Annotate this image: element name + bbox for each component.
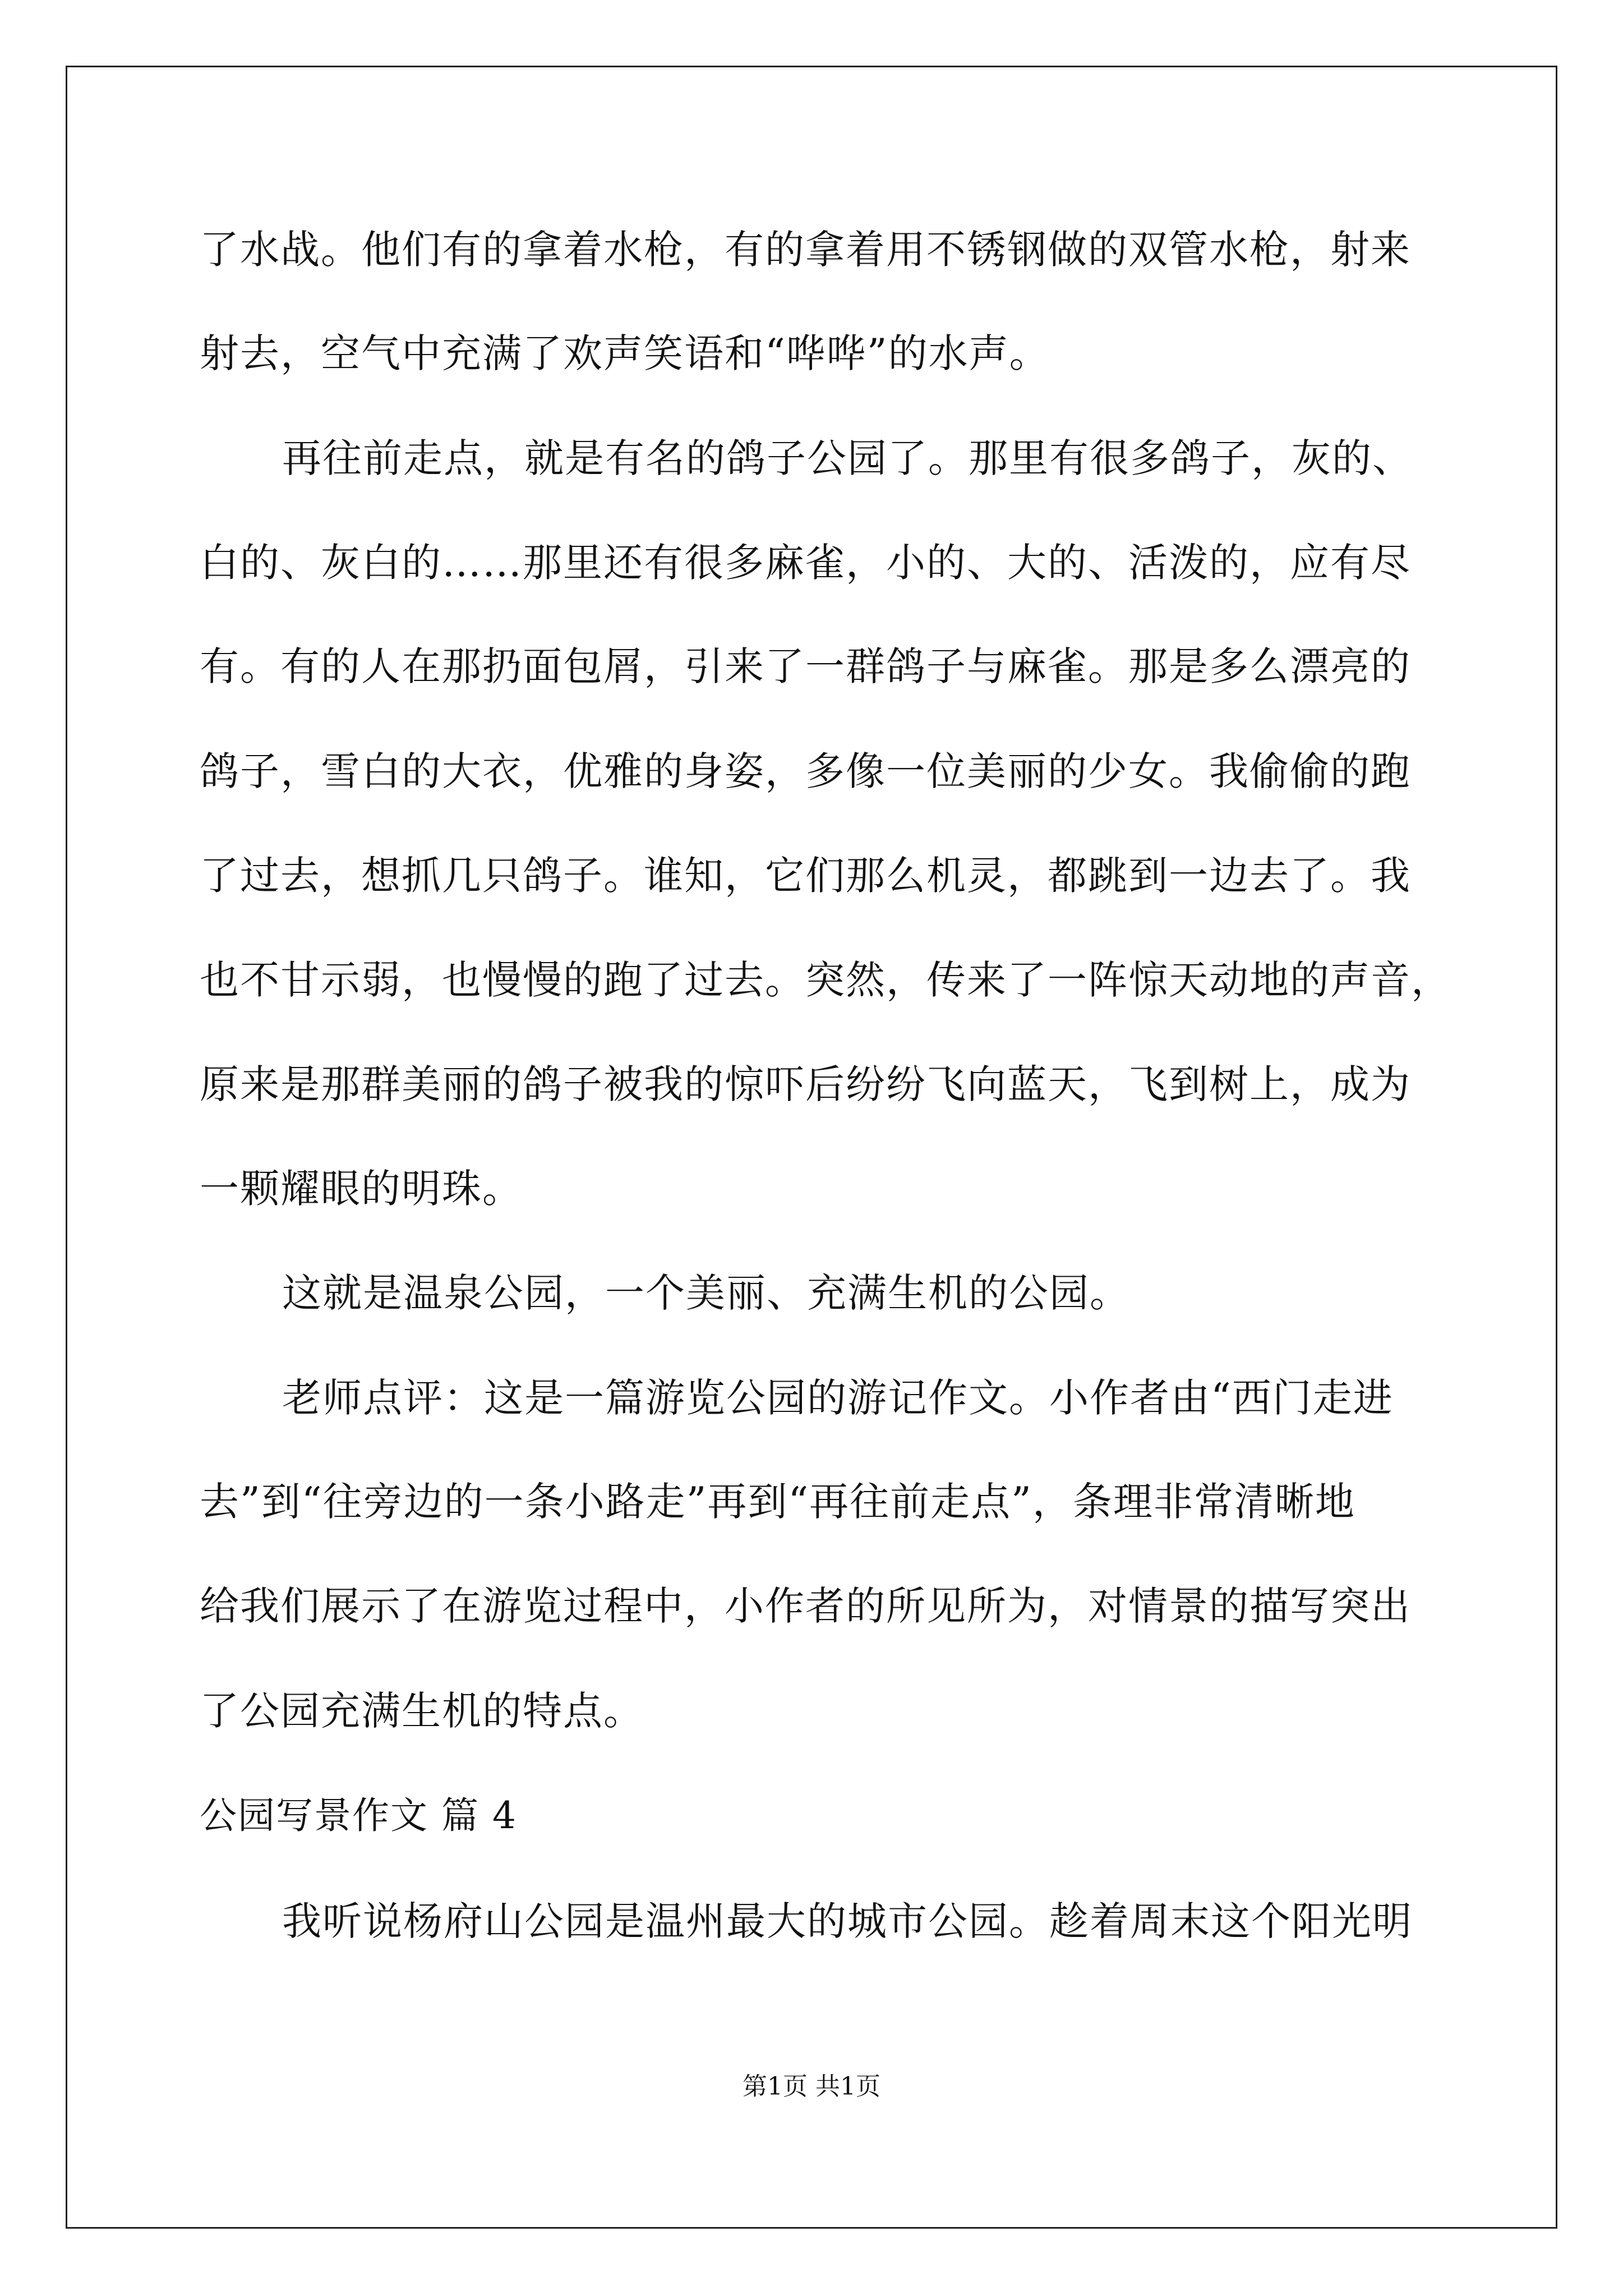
body-text-line: 鸽子，雪白的大衣，优雅的身姿，多像一位美丽的少女。我偷偷的跑 xyxy=(200,748,1411,794)
paragraph-first-line: 我听说杨府山公园是温州最大的城市公园。趁着周末这个阳光明 xyxy=(282,1898,1413,1944)
body-text-line: 了水战。他们有的拿着水枪，有的拿着用不锈钢做的双管水枪，射来 xyxy=(200,227,1411,273)
body-text-line: 一颗耀眼的明珠。 xyxy=(200,1166,523,1212)
paragraph-first-line: 这就是温泉公园，一个美丽、充满生机的公园。 xyxy=(282,1270,1130,1316)
paragraph-first-line: 老师点评：这是一篇游览公园的游记作文。小作者由“西门走进 xyxy=(282,1375,1394,1421)
body-text-line: 射去，空气中充满了欢声笑语和“哗哗”的水声。 xyxy=(200,330,1050,376)
body-text-line: 了过去，想抓几只鸽子。谁知，它们那么机灵，都跳到一边去了。我 xyxy=(200,853,1411,899)
body-text-line: 也不甘示弱，也慢慢的跑了过去。突然，传来了一阵惊天动地的声音， xyxy=(200,957,1451,1003)
body-text-line: 了公园充满生机的特点。 xyxy=(200,1688,644,1734)
paragraph-first-line: 再往前走点，就是有名的鸽子公园了。那里有很多鸽子，灰的、 xyxy=(282,435,1413,481)
body-text-line: 原来是那群美丽的鸽子被我的惊吓后纷纷飞向蓝天，飞到树上，成为 xyxy=(200,1061,1411,1107)
section-heading: 公园写景作文 篇 4 xyxy=(200,1794,517,1837)
body-text-line: 去”到“往旁边的一条小路走”再到“再往前走点”，条理非常清晰地 xyxy=(200,1479,1355,1525)
page-footer: 第1页 共1页 xyxy=(743,2072,880,2101)
body-text-line: 给我们展示了在游览过程中，小作者的所见所为，对情景的描写突出 xyxy=(200,1583,1411,1629)
body-text-line: 有。有的人在那扔面包屑，引来了一群鸽子与麻雀。那是多么漂亮的 xyxy=(200,643,1411,689)
body-text-line: 白的、灰白的……那里还有很多麻雀，小的、大的、活泼的，应有尽 xyxy=(200,540,1411,586)
